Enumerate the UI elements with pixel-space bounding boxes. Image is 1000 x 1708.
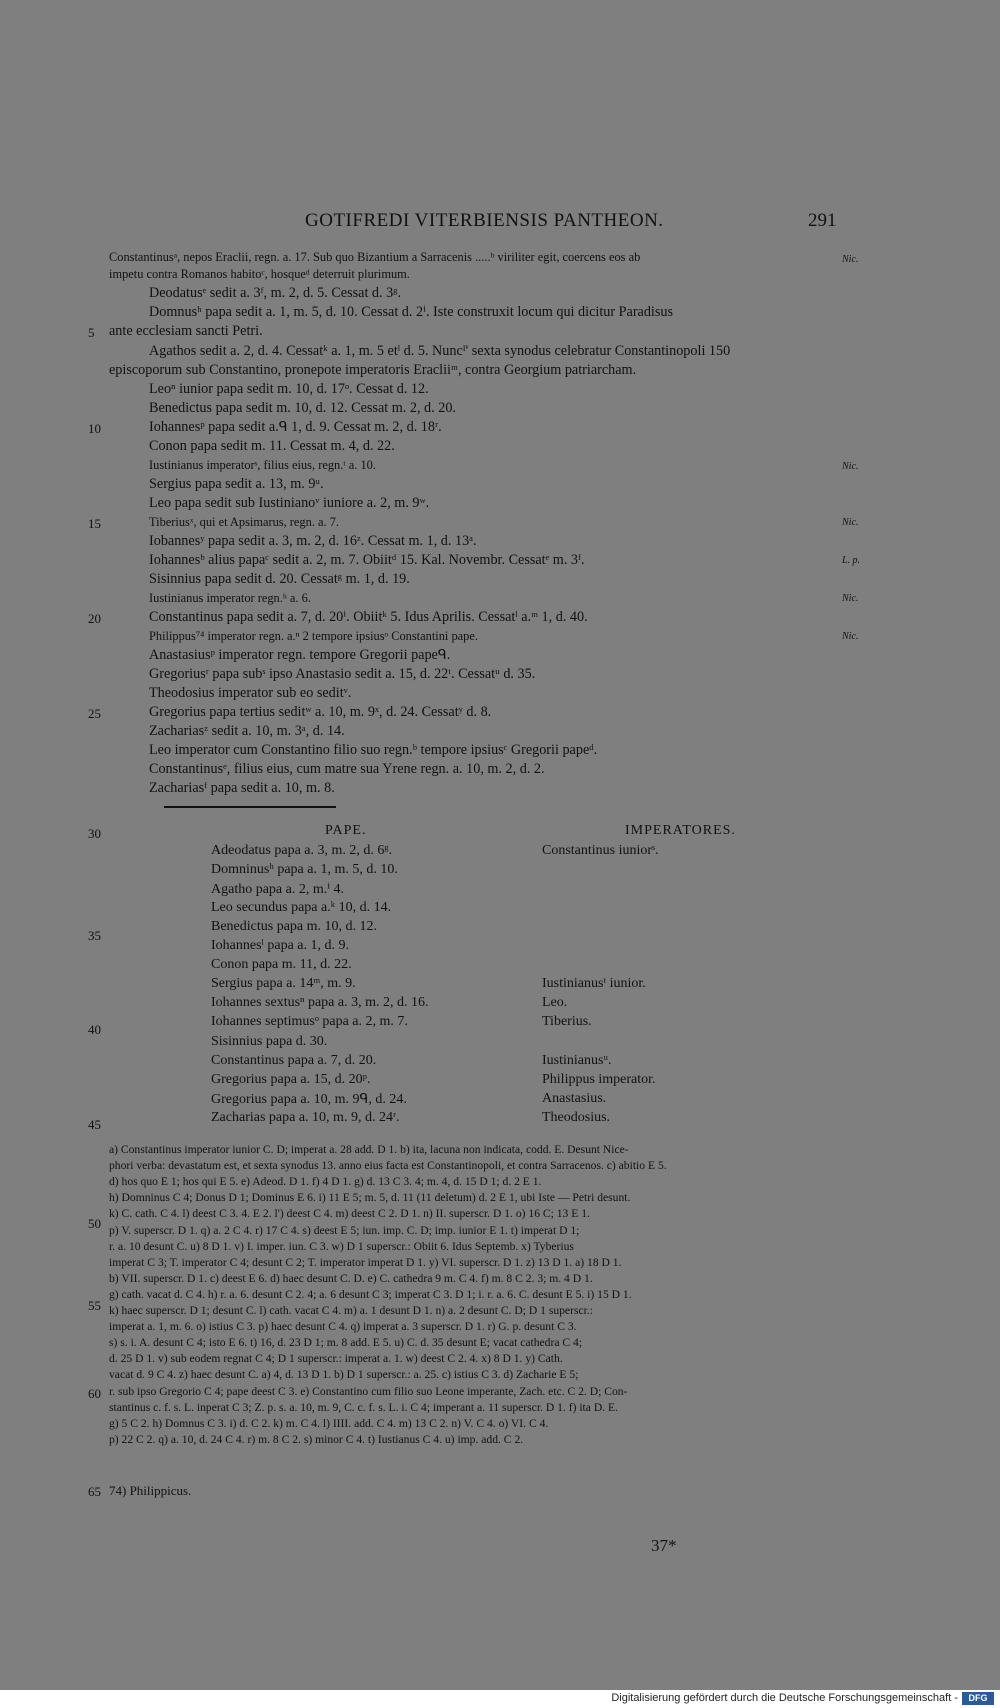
column-header-imperatores: IMPERATORES. [625, 823, 736, 838]
line-number: 55 [88, 1298, 101, 1313]
pope-entry: Zacharias papa a. 10, m. 9, d. 24ʳ. [211, 1109, 400, 1125]
line-number: 40 [88, 1022, 101, 1037]
footnote-74: 74) Philippicus. [109, 1483, 192, 1498]
line-number: 60 [88, 1386, 101, 1401]
pope-entry: Sisinnius papa d. 30. [211, 1033, 328, 1049]
text-line: Philippus⁷⁴ imperator regn. a.ⁿ 2 tempore ipsiusᵒ Constantini pape. [149, 629, 478, 643]
running-title: GOTIFREDI VITERBIENSIS PANTHEON. [305, 210, 664, 231]
emperor-entry: Leo. [542, 995, 568, 1011]
pope-entry: Benedictus papa m. 10, d. 12. [211, 919, 378, 935]
footnote-line: vacat d. 9 C 4. z) haec desunt C. a) 4, d. 13 D 1. b) D 1 superscr.: a. 25. c) istius C 3. d) Zacharie E 5; [109, 1368, 579, 1382]
pope-entry: Iohannes sextusⁿ papa a. 3, m. 2, d. 16. [211, 995, 429, 1011]
line-number: 30 [88, 826, 101, 841]
margin-source-note: Nic. [842, 461, 859, 472]
footnote-line: a) Constantinus imperator iunior C. D; imperat a. 28 add. D 1. b) ita, lacuna non indicata, codd. E. Desunt Nice- [109, 1143, 629, 1156]
footnote-line: d. 25 D 1. v) sub eodem regnat C 4; D 1 superscr.: imperat a. 1. w) deest C 2. 4. x) 8 D 1. y) Cath. [109, 1352, 563, 1366]
emperor-entry: Tiberius. [542, 1014, 592, 1030]
text-line: Iohannesᵖ papa sedit a.ᑫ 1, d. 9. Cessat m. 2, d. 18ʳ. [149, 419, 442, 435]
pope-entry: Conon papa m. 11, d. 22. [211, 957, 352, 973]
text-line: Conon papa sedit m. 11. Cessat m. 4, d. 22. [149, 438, 395, 454]
margin-source-note: Nic. [842, 593, 859, 604]
footer-credit: Digitalisierung gefördert durch die Deutsche Forschungsgemeinschaft - [611, 1692, 958, 1704]
pope-entry: Sergius papa a. 14ᵐ, m. 9. [211, 976, 356, 992]
pope-entry: Constantinus papa a. 7, d. 20. [211, 1052, 377, 1068]
line-number: 45 [88, 1117, 101, 1132]
margin-source-note: Nic. [842, 631, 859, 642]
text-line: Benedictus papa sedit m. 10, d. 12. Cessat m. 2, d. 20. [149, 400, 456, 416]
footnote-line: r. sub ipso Gregorio C 4; pape deest C 3. e) Constantino cum filio suo Leone imperante, Zach. etc. C 2. D; Con- [109, 1384, 628, 1398]
pope-entry: Agatho papa a. 2, m.ⁱ 4. [211, 882, 345, 898]
pope-entry: Gregorius papa a. 15, d. 20ᵖ. [211, 1071, 371, 1087]
signature-mark: 37* [651, 1536, 677, 1555]
text-line: Zachariasᶠ papa sedit a. 10, m. 8. [149, 780, 335, 796]
emperor-entry: Iustinianusᵗ iunior. [542, 976, 646, 992]
footnote-line: s) s. i. A. desunt C 4; isto E 6. t) 16, d. 23 D 1; m. 8 add. E 5. u) C. d. 35 desunt E; vacat cathedra C 4; [109, 1336, 583, 1350]
emperor-entry: Theodosius. [542, 1109, 611, 1125]
footnote-line: g) 5 C 2. h) Domnus C 3. i) d. C 2. k) m. C 4. l) IIII. add. C 4. m) 13 C 2. n) V. C 4. o) VI. C 4. [109, 1416, 549, 1430]
line-number: 15 [88, 516, 101, 531]
text-line: Gregoriusʳ papa subˢ ipso Anastasio sedit a. 15, d. 22ᵗ. Cessatᵘ d. 35. [149, 666, 536, 682]
text-line: Anastasiusᵖ imperator regn. tempore Gregorii papeᑫ. [149, 647, 451, 663]
text-line: Constantinus papa sedit a. 7, d. 20ⁱ. Obiitᵏ 5. Idus Aprilis. Cessatˡ a.ᵐ 1, d. 40. [149, 609, 588, 625]
text-line: episcoporum sub Constantino, pronepote imperatoris Eracliiᵐ, contra Georgium patriarcham. [109, 362, 637, 378]
footnote-line: r. a. 10 desunt C. u) 8 D 1. v) I. imper. iun. C 3. w) D 1 superscr.: Obiit 6. Idus Septemb. x) Tyberius [109, 1239, 574, 1253]
text-line: Iustinianus imperatorˢ, filius eius, regn.ᵗ a. 10. [149, 458, 376, 472]
footnote-line: stantinus c. f. s. L. inperat C 3; Z. p. s. a. 10, m. 9, C. c. f. s. L. i. C 4; imperant a. 11 superscr. D 1. f) ita D. E. [109, 1400, 618, 1414]
text-line: Leo imperator cum Constantino filio suo regn.ᵇ tempore ipsiusᶜ Gregorii papeᵈ. [149, 742, 598, 758]
pope-entry: Gregorius papa a. 10, m. 9ᑫ, d. 24. [211, 1091, 407, 1107]
footnote-line: p) 22 C 2. q) a. 10, d. 24 C 4. r) m. 8 C 2. s) minor C 4. t) Iustianus C 4. u) imp. add. C 2. [109, 1432, 524, 1446]
text-line: Leo papa sedit sub Iustinianoᵛ iuniore a. 2, m. 9ʷ. [149, 495, 430, 511]
text-line: Gregorius papa tertius seditʷ a. 10, m. 9ˣ, d. 24. Cessatʸ d. 8. [149, 704, 492, 720]
line-number: 65 [88, 1484, 101, 1499]
pope-entry: Adeodatus papa a. 3, m. 2, d. 6ᵍ. [211, 843, 393, 858]
dfg-logo-icon: DFG [962, 1692, 994, 1705]
pope-entry: Iohannes septimusᵒ papa a. 2, m. 7. [211, 1014, 408, 1030]
page-number: 291 [808, 210, 837, 231]
pope-entry: Leo secundus papa a.ᵏ 10, d. 14. [211, 900, 392, 916]
footnote-line: imperat C 3; T. imperator C 4; desunt C 2; T. imperator imperat D 1. y) VI. superscr. D 1. z) 13 D 1. a) 18 D 1. [109, 1255, 622, 1269]
footnote-line: k) haec superscr. D 1; desunt C. l) cath. vacat C 4. m) a. 1 desunt D 1. n) a. 2 desunt C. D; D 1 superscr.: [109, 1304, 593, 1317]
text-line: Tiberiusˣ, qui et Apsimarus, regn. a. 7. [149, 515, 340, 529]
emperor-entry: Constantinus iuniorˢ. [542, 843, 659, 858]
margin-source-note: Nic. [842, 254, 859, 265]
text-line: Sergius papa sedit a. 13, m. 9ᵘ. [149, 476, 324, 492]
text-line: Agathos sedit a. 2, d. 4. Cessatᵏ a. 1, m. 5 etˡ d. 5. Nuncᴵ' sexta synodus celebratur Constantinopoli 150 [149, 343, 731, 359]
text-line: impetu contra Romanos habitoᶜ, hosqueᵈ deterruit plurimum. [109, 267, 410, 281]
column-header-pape: PAPE. [325, 823, 367, 838]
emperor-entry: Anastasius. [542, 1090, 607, 1106]
text-line: Deodatusᵉ sedit a. 3ᶠ, m. 2, d. 5. Cessat d. 3ᵍ. [149, 285, 402, 301]
footnote-line: h) Domninus C 4; Donus D 1; Dominus E 6. i) 11 E 5; m. 5, d. 11 (11 deletum) d. 2 E 1, ubi Iste — Petri desunt. [109, 1191, 631, 1205]
text-line: Iohannesᵇ alius papaᶜ sedit a. 2, m. 7. Obiitᵈ 15. Kal. Novembr. Cessatᵉ m. 3ᶠ. [149, 552, 585, 568]
text-line: Sisinnius papa sedit d. 20. Cessatᵍ m. 1, d. 19. [149, 571, 410, 587]
footnote-line: g) cath. vacat d. C 4. h) r. a. 6. desunt C 2. 4; a. 6 desunt C 3; imperat C 3. D 1; i. r. a. 6. C. desunt E 5. i) 15 D 1. [109, 1287, 632, 1301]
emperor-entry: Iustinianusᵘ. [542, 1052, 612, 1068]
line-number: 10 [88, 421, 101, 436]
section-divider [164, 806, 336, 808]
text-line: Constantinusᵉ, filius eius, cum matre sua Yrene regn. a. 10, m. 2, d. 2. [149, 761, 545, 777]
line-number: 25 [88, 706, 101, 721]
emperor-entry: Philippus imperator. [542, 1071, 656, 1087]
pope-entry: Iohannesˡ papa a. 1, d. 9. [211, 938, 350, 954]
footnote-line: d) hos quo E 1; hos qui E 5. e) Adeod. D 1. f) 4 D 1. g) d. 13 C 3. 4; m. 4, d. 15 D 1; d. 2 E 1. [109, 1175, 542, 1189]
footnote-line: phori verba: devastatum est, et sexta synodus 13. anno eius facta est Constantinopoli, et contra Sarracenos. c) abitio E 5. [109, 1159, 667, 1173]
footnote-line: imperat a. 1, m. 6. o) istius C 3. p) haec desunt C 4. q) imperat a. 3 superscr. D 1. r) G. p. desunt C 3. [109, 1320, 577, 1334]
line-number: 5 [88, 325, 95, 340]
text-line: Constantinusᵃ, nepos Eraclii, regn. a. 17. Sub quo Bizantium a Sarracenis .....ᵇ viriliter egit, coercens eos ab [109, 250, 641, 264]
text-line: Iobannesʸ papa sedit a. 3, m. 2, d. 16ᶻ. Cessat m. 1, d. 13ᵃ. [149, 533, 477, 549]
text-line: Zachariasᶻ sedit a. 10, m. 3ᵃ, d. 14. [149, 723, 345, 739]
line-number: 50 [88, 1216, 101, 1231]
footnote-line: k) C. cath. C 4. l) deest C 3. 4. E 2. l') deest C 4. m) deest C 2. D 1. n) II. superscr. D 1. o) 16 C; 13 E 1. [109, 1207, 590, 1221]
margin-source-note: Nic. [842, 517, 859, 528]
pope-entry: Domninusʰ papa a. 1, m. 5, d. 10. [211, 862, 398, 878]
text-line: Theodosius imperator sub eo seditᵛ. [149, 685, 352, 701]
margin-source-note: L. p. [842, 555, 861, 566]
line-number: 20 [88, 611, 101, 626]
footnote-line: b) VII. superscr. D 1. c) deest E 6. d) haec desunt C. D. e) C. cathedra 9 m. C 4. f) m. 8 C 2. 3; m. 4 D 1. [109, 1271, 593, 1285]
text-line: Domnusʰ papa sedit a. 1, m. 5, d. 10. Cessat d. 2ⁱ. Iste construxit locum qui dicitur Paradisus [149, 304, 674, 320]
footnote-line: p) V. superscr. D 1. q) a. 2 C 4. r) 17 C 4. s) deest E 5; iun. imp. C. D; imp. iunior E 1. t) imperat D 1; [109, 1223, 580, 1237]
line-number: 35 [88, 928, 101, 943]
text-line: Leoⁿ iunior papa sedit m. 10, d. 17ᵒ. Cessat d. 12. [149, 381, 429, 397]
text-line: Iustinianus imperator regn.ʰ a. 6. [149, 591, 311, 605]
text-line: ante ecclesiam sancti Petri. [109, 323, 263, 339]
